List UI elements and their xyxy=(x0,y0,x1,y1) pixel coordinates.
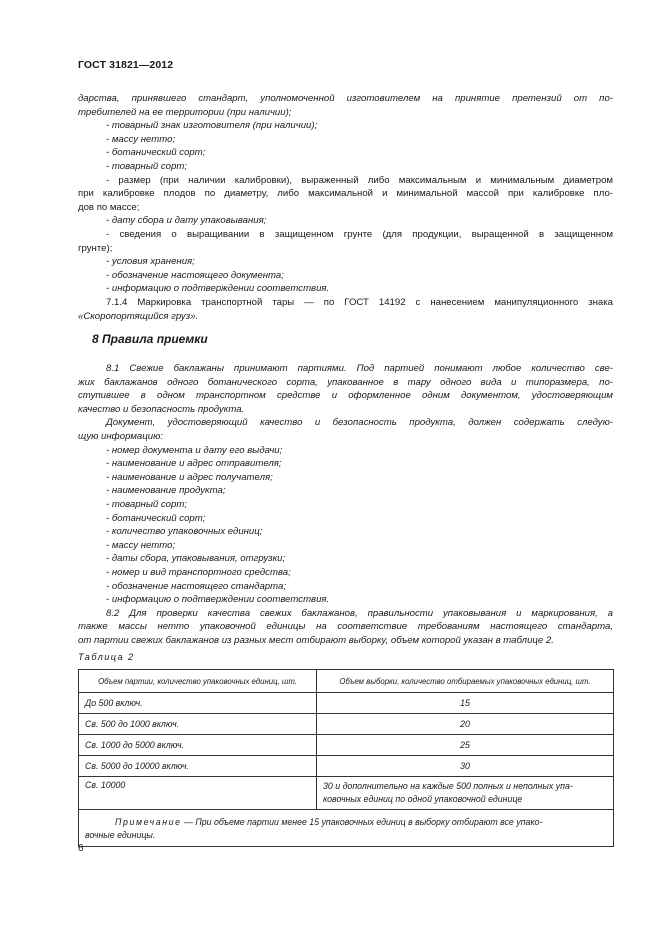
sample-size-cell: 30 xyxy=(317,756,614,777)
list-item: - товарный знак изготовителя (при наличии); xyxy=(106,120,318,132)
sample-size-cell: 25 xyxy=(317,735,614,756)
table-row xyxy=(79,777,614,810)
list-item: - обозначение настоящего стандарта; xyxy=(106,580,286,592)
cell-line: 30 и дополнительно на каждые 500 полных и неполных упа- xyxy=(323,781,573,791)
list-item: - наименование и адрес отправителя; xyxy=(106,458,282,470)
text-line: «Скоропортящийся груз». xyxy=(78,310,199,322)
list-item: - номер и вид транспортного средства; xyxy=(106,566,291,578)
list-item: - количество упаковочных единиц; xyxy=(106,526,263,538)
list-item: - наименование продукта; xyxy=(106,485,226,497)
list-item: - даты сбора, упаковывания, отгрузки; xyxy=(106,553,286,565)
list-item: - товарный сорт; xyxy=(106,160,188,172)
cell-line: ковочных единиц по одной упаковочной единице xyxy=(323,794,523,804)
text-line: Документ, удостоверяющий качество и безопасность продукта, должен содержать следую- xyxy=(106,417,613,429)
text-line: при калибровке плодов по диаметру, либо максимальной и минимальной массой при калибровке пло- xyxy=(78,188,613,200)
sample-size-table xyxy=(78,669,614,847)
marking-continuation xyxy=(78,92,613,323)
table-row xyxy=(79,756,614,777)
lot-size-cell: Св. 5000 до 10000 включ. xyxy=(79,756,317,777)
text-line: качество и безопасность продукта. xyxy=(78,403,245,415)
table-header-row xyxy=(79,670,614,693)
list-item: - условия хранения; xyxy=(106,256,195,268)
lot-size-cell: До 500 включ. xyxy=(79,693,317,714)
list-item: - информацию о подтверждении соответствия. xyxy=(106,283,330,295)
text-line: жих баклажанов одного ботанического сорта, упакованное в тару одного вида и типоразмера, по- xyxy=(78,376,613,388)
sample-size-cell xyxy=(317,777,614,810)
table-note-row xyxy=(79,810,614,847)
list-item: - товарный сорт; xyxy=(106,498,188,510)
list-item: - ботанический сорт; xyxy=(106,512,206,524)
text-line: грунте); xyxy=(78,242,113,254)
list-item: - ботанический сорт; xyxy=(106,147,206,159)
document-header: ГОСТ 31821—2012 xyxy=(78,59,174,71)
note-text: — При объеме партии менее 15 упаковочных единиц в выборку отбирают все упако- xyxy=(181,817,543,827)
list-item: - массу нетто; xyxy=(106,133,176,145)
list-item: - дату сбора и дату упаковывания; xyxy=(106,215,267,227)
text-line: - размер (при наличии калибровки), выраженный либо максимальным и минимальным диаметром xyxy=(106,174,613,186)
lot-size-cell: Св. 500 до 1000 включ. xyxy=(79,714,317,735)
note-text: вочные единицы. xyxy=(85,830,156,840)
lot-size-cell: Св. 10000 xyxy=(79,777,317,810)
table-caption: Таблица 2 xyxy=(78,652,135,662)
sample-size-cell: 20 xyxy=(317,714,614,735)
column-header: Объем выборки, количество отбираемых упаковочных единиц, шт. xyxy=(317,670,614,693)
list-item: - информацию о подтверждении соответствия. xyxy=(106,594,330,606)
list-item: - обозначение настоящего документа; xyxy=(106,269,284,281)
text-line: 8.1 Свежие баклажаны принимают партиями. Под партией понимают любое количество све- xyxy=(106,363,613,374)
section-8-body xyxy=(78,362,613,647)
list-item: - массу нетто; xyxy=(106,539,176,551)
text-line: дов по массе; xyxy=(78,201,140,213)
table-row xyxy=(79,693,614,714)
table-row xyxy=(79,714,614,735)
page-number: 6 xyxy=(78,843,84,854)
text-line: требителей на ее территории (при наличии); xyxy=(78,106,292,118)
note-label: Примечание xyxy=(115,817,182,827)
section-heading: 8 Правила приемки xyxy=(92,332,208,346)
table-note xyxy=(79,810,614,847)
table-row xyxy=(79,735,614,756)
text-line: - сведения о выращивании в защищенном грунте (для продукции, выращенной в защищенном xyxy=(106,228,613,240)
column-header: Объем партии, количество упаковочных единиц, шт. xyxy=(79,670,317,693)
text-line: дарства, принявшего стандарт, уполномоченной изготовителем на принятие претензий от по- xyxy=(78,93,613,104)
text-line: 7.1.4 Маркировка транспортной тары — по ГОСТ 14192 с нанесением манипуляционного знака xyxy=(106,296,613,308)
text-line: щую информацию: xyxy=(78,430,163,442)
list-item: - номер документа и дату его выдачи; xyxy=(106,444,283,456)
text-line: от партии свежих баклажанов из разных мест отбирают выборку, объем которой указан в таблице 2. xyxy=(78,634,554,646)
text-line: 8.2 Для проверки качества свежих баклажанов, правильности упаковывания и маркирования, а xyxy=(106,607,613,619)
sample-size-cell: 15 xyxy=(317,693,614,714)
text-line: также массы нетто упаковочной единицы на соответствие требованиям настоящего стандарта, xyxy=(78,621,613,633)
lot-size-cell: Св. 1000 до 5000 включ. xyxy=(79,735,317,756)
list-item: - наименование и адрес получателя; xyxy=(106,471,273,483)
text-line: ступившее в одном транспортном средстве и оформленное одним документом, удостоверяющим xyxy=(78,390,613,402)
